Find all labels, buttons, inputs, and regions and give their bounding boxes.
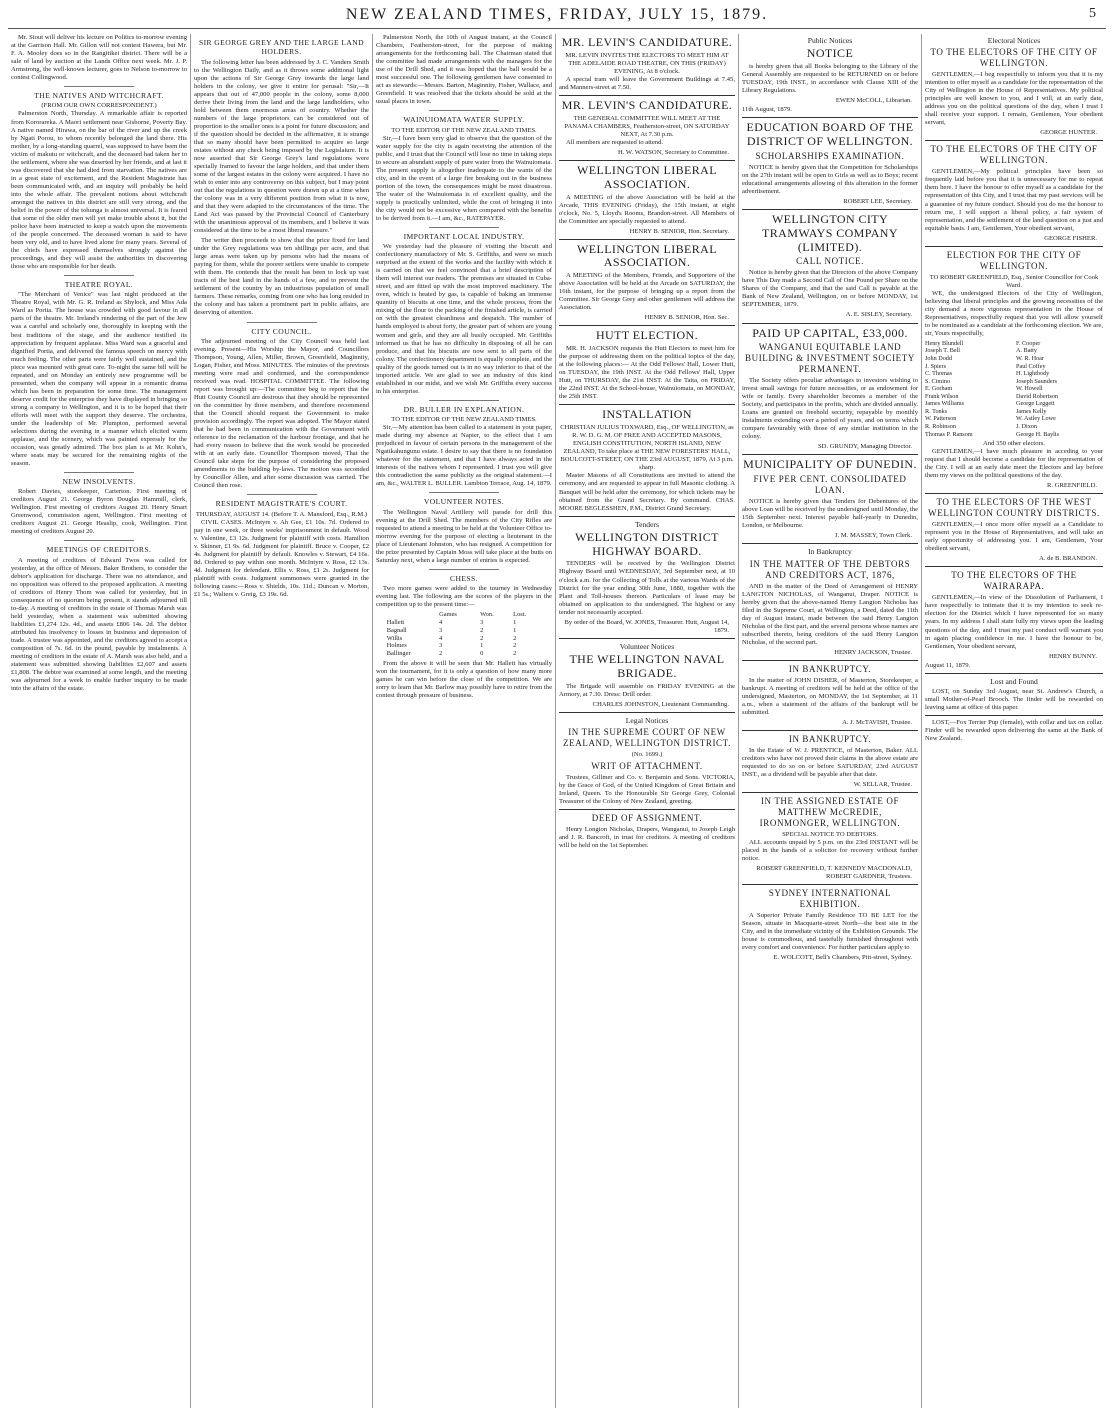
- table-cell: Willis: [386, 634, 403, 642]
- column-6: [921, 34, 1106, 1408]
- ad-signature: H. W. WATSON, Secretary to Committee.: [617, 148, 729, 156]
- masthead-rule: [8, 28, 1106, 29]
- article-body: The writer then proceeds to show that the price fixed for land under the Grey regulations was ten shillings per acre, and that large areas were taken up by persons who had the means of paying for them, while the poorer settlers were unable to compete with them. He contends that the result has been to lock up vast tracts of the best land in the hands of a few, and to prevent the settlement of the country by an industrious population of small farmers. These remarks, coming from one who has long resided in the colony and has taken a prominent part in public affairs, are deserving of attention.: [194, 237, 369, 317]
- ad-signature: ROBERT LEE, Secretary.: [843, 197, 912, 205]
- signatory-name: J. Spiers: [925, 362, 946, 370]
- section-heading: Legal Notices: [625, 715, 669, 725]
- ad-title: ELECTION FOR THE CITY OF WELLINGTON.: [946, 249, 1082, 271]
- ad-divider: [559, 516, 735, 517]
- article-subheading: THURSDAY, AUGUST 14. (Before T. A. Mansford, Esq., R.M.): [195, 510, 368, 518]
- table-header-row: [385, 611, 543, 619]
- ad-divider: [925, 140, 1103, 141]
- ad-title: IN THE MATTER OF THE DEBTORS AND CREDITORS ACT, 1876,: [749, 558, 911, 580]
- signatory-name: Joseph Saunders: [1016, 377, 1058, 385]
- ad-body: In the Estate of W. J. PRENTICE, of Masterton, Baker. ALL creditors who have not proved their claims in the above estate are requested to do so on or before SATURDAY, 23rd AUGUST INST., as a dividend will be payable after that date.: [742, 746, 918, 779]
- ad-divider: [559, 239, 735, 240]
- table-row: [385, 642, 543, 650]
- divider: [64, 472, 134, 473]
- table-cell: 3: [439, 642, 443, 650]
- article-heading: SIR GEORGE GREY AND THE LARGE LAND HOLDERS.: [198, 38, 365, 57]
- signatory-name: W. R. Hoar: [1016, 354, 1044, 362]
- article-body: "The Merchant of Venice" was last night produced at the Theatre Royal, with Mr. G. R. Ireland as Shylock, and Miss Ada Ward as Portia. The house was crowded with good favour in all parts of the theatre. Mr. Ireland's rendering of the part of the Jew was a careful and scholarly one, thoroughly in keeping with the best traditions of the stage, and the audience testified its appreciation by frequent applause. Miss Ward was a graceful and dignified Portia, and delivered the famous speech on mercy with much feeling. The other parts were fairly well sustained, and the piece was mounted with great care. To-night the same bill will be repeated, and on Monday an entirely new programme will be presented, when the company will appear in a romantic drama which has been in preparation for some time. The management deserve credit for the enterprise they have displayed in bringing so strong a company to Wellington, and it is to be hoped that their efforts will meet with the support they deserve. The orchestra, under the leadership of Mr. Plumpton, performed several selections during the evening in a manner which elicited warm applause, and the scenery, which was painted expressly for the occasion, was greatly admired. The box plan is at Mr. Kohn's, where seats may be secured for the remaining nights of the season.: [11, 291, 187, 467]
- ad-title: TO THE ELECTORS OF THE CITY OF WELLINGTON.: [930, 47, 1098, 69]
- ad-signature: W. SELLAR, Trustee.: [853, 781, 912, 789]
- ad-title: SYDNEY INTERNATIONAL EXHIBITION.: [768, 888, 892, 910]
- article-body: Palmerston North, the 10th of August instant, at the Council Chambers, Featherston-street, for the purpose of making arrangements for the forthcoming ball. The Chairman stated that the committee had made arrangements with the managers for the use of the Drill Shed, and it was hoped that the ball would be a most successful one. The following gentlemen have consented to act as stewards:—Messrs. Barton, Maginnity, Fisher, Wallace, and Greenfield. It was resolved that the tickets should be sold at the usual places in town.: [376, 34, 552, 106]
- article-body: Two more games were added to the tourney in Wednesday evening last. The following are the scores of the players in the competition up to the present time:—: [376, 585, 552, 609]
- article-body: From the above it will be seen that Mr. Hallett has virtually won the tournament, for it is only a question of how many more games he can win before the close of the competition. We are sorry to learn that Mr. Barlow may possibly have to retire from the contest through pressure of business.: [376, 659, 552, 700]
- ad-body: GENTLEMEN,—I have much pleasure in acceding to your request that I should become a candidate for the representation of the City. I will at an early date meet the Electors and lay before them my views on the political questions of the day.: [925, 448, 1103, 480]
- ad-note: Master Masons of all Constitutions are invited to attend the ceremony, and are requested to appear in full Masonic clothing. A Banquet will be held after the ceremony, for which tickets may be obtained from the Grand Secretary. By command. CHAS. MOORE BEGLESSHEN, P.M., District Grand Secretary.: [559, 472, 735, 512]
- ad-divider: [925, 715, 1103, 716]
- signatory-name: Frank Wilson: [925, 392, 959, 400]
- ad-signature: J. M. MASSEY, Town Clerk.: [835, 532, 912, 540]
- article-body: The adjourned meeting of the City Council was held last evening. Present—His Worship the Mayor, and Councillors Thompson, Young, Allen, Miller, Brown, Greenfield, Maginnity, Logan, Fisher, and Moss. MINUTES. The minutes of the previous meeting were read and confirmed, and the correspondence received was read. HOSPITAL COMMITTEE. The following report was brought up:—The committee beg to report that the Hutt County Council are desirous that they should be represented on the committee by three members, and therefore recommend that the Council should request the Government to make provision accordingly. The report was adopted. The Mayor stated that he had been in communication with the Government with reference to the reclamation of the harbour frontage, and that he had every reason to believe that the work would be proceeded with at an early date. Councillor Thompson moved, That the Council take steps for the purpose of considering the proposed amendments to the building by-laws. The motion was seconded by Councillor Allen, and after some discussion was carried. The Council then rose.: [194, 337, 369, 490]
- table-cell: Bagnall: [386, 626, 407, 634]
- signatory-list: [925, 340, 1103, 438]
- ad-body: In the matter of JOHN DISHER, of Masterton, Storekeeper, a bankrupt. A meeting of creditors will be held at the office of the undersigned, Masterton, on MONDAY, the 1st September, at 11 a.m., when a statement of the affairs of the bankrupt will be submitted.: [742, 676, 918, 716]
- article-heading: DR. BULLER IN EXPLANATION.: [403, 404, 525, 414]
- article-body: The Wellington Naval Artillery will parade for drill this evening at the Drill Shed. The members of the City Rifles are requested to attend a meeting to be held at the Volunteer Office to-morrow evening for the purpose of electing a lieutenant in the place of Lieutenant Johnston, who has resigned. A competition for the prize presented by Captain Moss will take place at the butts on Saturday next, when a large number of entries is expected.: [376, 508, 552, 564]
- ad-note: All members are requested to attend.: [566, 138, 664, 146]
- table-cell: 3: [480, 618, 484, 626]
- signatory-name: W. Patterson: [925, 415, 957, 423]
- section-heading: Volunteer Notices: [619, 641, 675, 651]
- ad-title: WELLINGTON CITY TRAMWAYS COMPANY (LIMITED).: [762, 211, 898, 254]
- divider: [247, 494, 317, 495]
- divider: [247, 322, 317, 323]
- ad-subtitle: (No. 1699.): [631, 750, 663, 758]
- ad-date: 11th August, 1879.: [742, 106, 792, 114]
- ad-title: EDUCATION BOARD OF THE DISTRICT OF WELLINGTON.: [746, 120, 914, 149]
- table-row: [385, 627, 543, 635]
- signatory-name: A. Batty: [1016, 347, 1037, 355]
- divider: [64, 86, 134, 87]
- table-header-cell: Won.: [480, 611, 494, 619]
- signatory-name: George Leggett: [1016, 400, 1055, 408]
- ad-divider: [742, 884, 918, 885]
- article-body: Sir,—My attention has been called to a statement in your paper, made during my absence at Napier, to the effect that I am prejudiced in favour of certain persons in the management of the Ngatikahungunu estate. I desire to say that there is no foundation whatever for the statement, and that I have always acted in the interests of the natives whom I represented. I trust you will give this contradiction the same publicity as the original statement.—I am, &c., WALTER L. BULLER. Lambton Terrace, Aug. 14, 1879.: [376, 424, 552, 488]
- news-paragraph: Mr. Stout will deliver his lecture on Politics to-morrow evening at the Garrison Hall. Mr. Gillon will not contest Hawera, but Mr. F. A. Mooley does so in the Rangitikei district. There will be a sale of land by auction at the Lands Office next week. Mr. J. P. Armstrong, the well-known lecturer, goes to Nelson to-morrow to contest Collingwood.: [11, 34, 187, 82]
- signatory-name: W. Howell: [1016, 385, 1043, 393]
- chess-score-table: [385, 611, 543, 658]
- ad-body: The Society offers peculiar advantages to investors wishing to invest small savings for future necessities, or as endowment for wife or family. Every shareholder becomes a member of the Society, and participates in the profits, which are divided annually. Loans are granted on freehold security, repayable by monthly instalments extending over a period of years, and on terms which compare favourably with those of any similar institution in the colony.: [742, 377, 918, 441]
- ad-body: NOTICE is hereby given that the Competition for Scholarships on the 27th instant will be open to Girls as well as to Boys; recent educational arrangements allowing of this alteration in the former advertisement.: [742, 163, 918, 195]
- table-row: [385, 635, 543, 643]
- ad-body: is hereby given that all Books belonging to the Library of the General Assembly are requested to be RETURNED on or before TUESDAY, 19th INST., in accordance with Clause XIII of the Library Regulations.: [742, 63, 918, 95]
- table-cell: 2: [439, 650, 443, 658]
- ad-title: IN BANKRUPTCY.: [788, 663, 872, 674]
- signatory-name: James Kelly: [1016, 407, 1047, 415]
- signatory-name: Paul Coffey: [1016, 362, 1046, 370]
- ad-signature: EWEN McCOLL, Librarian.: [835, 97, 912, 105]
- table-cell: 2: [513, 650, 517, 658]
- ad-title: NOTICE: [806, 46, 854, 61]
- page-columns: [8, 34, 1106, 1408]
- table-cell: 4: [439, 618, 443, 626]
- ad-signature: ROBERT GREENFIELD, T. KENNEDY MACDONALD, ROBERT GARDNER, Trustees.: [756, 865, 912, 881]
- ad-divider: [742, 209, 918, 210]
- ad-divider: [742, 117, 918, 118]
- ad-body: Notice is hereby given that the Directors of the above Company have This Day made a Second Call of One Pound per Share on the Shares of the Company, and that the said Call is payable at the Bank of New Zealand, Wellington, on or before MONDAY, 1st SEPTEMBER, 1879.: [742, 269, 918, 309]
- ad-signature: GEORGE HUNTER.: [1040, 129, 1097, 137]
- ad-body: TENDERS will be received by the Wellington District Highway Board until WEDNESDAY, 3rd September next, at 10 o'clock a.m. for the Collecting of Tolls at the various Wards of the District for the year ending 30th June, 1880, together with the Plant and Toll-houses thereon. Particulars of lease may be obtained on application to the undersigned. The highest or any tender not necessarily accepted.: [559, 560, 735, 616]
- ad-title: IN THE ASSIGNED ESTATE OF MATTHEW McCREDIE, IRONMONGER, WELLINGTON.: [759, 796, 901, 829]
- ad-divider: [742, 730, 918, 731]
- ad-title: THE WELLINGTON NAVAL BRIGADE.: [569, 651, 725, 680]
- column-5: [738, 34, 921, 1408]
- ad-title: WELLINGTON DISTRICT HIGHWAY BOARD.: [575, 529, 719, 558]
- ad-divider: [559, 712, 735, 713]
- signatory-name: J. Dixon: [1016, 423, 1037, 431]
- ad-divider: [925, 673, 1103, 674]
- ad-signature: A. E. SISLEY, Secretary.: [845, 311, 912, 319]
- section-heading: Tenders: [635, 519, 659, 529]
- divider: [429, 569, 499, 570]
- table-cell: 2: [513, 634, 517, 642]
- signatory-name: David Robertson: [1016, 392, 1059, 400]
- ad-divider: [559, 404, 735, 405]
- ad-body: The Brigade will assemble on FRIDAY EVENING at the Armory, at 7.30. Dress: Drill order.: [559, 682, 735, 698]
- article-body: CIVIL CASES. McIntyre v. Ah Gee, £1 10s. 7d. Ordered to pay in one week, or three weeks' imprisonment in default. Wood v. Valentine, £3 12s. Judgment for plaintiff with costs. Hamilton v. Skinner, £1 9s. 6d. Judgment for plaintiff. Bruce v. Cooper, £2 4s. Judgment for plaintiff by default. Knowles v. Stewart, £4 16s. 8d. Ordered to pay within one month. McIntyre v. Ross, £2 13s. 4d. Judgment for defendant. Ellis v. Ross, £1 2s. Judgment for plaintiff with costs. Judgment summonses were granted in the following cases:—Ross v. Shields, 10s. 11d.; Duncan v. Morton, £1 5s.; Walters v. Greig, £3 19s. 6d.: [194, 518, 369, 598]
- table-cell: 2: [480, 634, 484, 642]
- ad-signature: SD. GRUNDY, Managing Director.: [817, 443, 912, 451]
- divider: [429, 492, 499, 493]
- classified-ad: LOST,—Fox Terrier Pup (female), with collar and tax on collar. Finder will be rewarded upon delivering the same at the Bank of New Zealand.: [925, 719, 1103, 743]
- ad-divider: [559, 95, 735, 96]
- signatory-name: R. Tonks: [925, 407, 948, 415]
- section-heading: In Bankruptcy: [808, 547, 852, 557]
- ad-signature: HENRY B. SENIOR, Hon. Sec.: [644, 314, 729, 322]
- ad-signature: A. J. McTAVISH, Trustee.: [842, 718, 912, 726]
- table-cell: 1: [480, 642, 484, 650]
- signatory-name: S. Cimino: [925, 377, 951, 385]
- ad-subtitle: TO ROBERT GREENFIELD, Esq., Senior Councillor for Cook Ward.: [929, 273, 1099, 289]
- ad-divider: [742, 792, 918, 793]
- ad-signature: E. WOLCOTT, Bell's Chambers, Pitt-street, Sydney.: [773, 954, 912, 962]
- table-row: [385, 619, 543, 627]
- ad-subtitle: SPECIAL NOTICE TO DEBTORS.: [782, 831, 878, 839]
- masthead: [0, 0, 1114, 30]
- ad-subtitle: SCHOLARSHIPS EXAMINATION.: [755, 150, 905, 161]
- column-4: [555, 34, 738, 1408]
- article-heading: WAINUIOMATA WATER SUPPLY.: [403, 115, 525, 125]
- ad-subtitle: CALL NOTICE.: [796, 256, 864, 267]
- divider: [429, 227, 499, 228]
- ad-body: THE GENERAL COMMITTEE WILL MEET AT THE PANAMA CHAMBERS, Featherston-street, ON SATURDAY NEXT, At 7.30 p.m.: [564, 114, 730, 138]
- ad-title: IN BANKRUPTCY.: [788, 734, 872, 744]
- ad-divider: [742, 660, 918, 661]
- table-cell: Holmes: [386, 642, 407, 650]
- article-body: Robert Davies, storekeeper, Carterton. First meeting of creditors August 21. George Byron Douglas Hammill, clerk, Wellington. First meeting of creditors August 20. Henry Smart Greenwood, commission agent, Wellington. First meeting of creditors August 21. George Heaslip, cook, Wellington. First meeting of creditors August 20.: [11, 488, 187, 536]
- table-cell: 1: [513, 618, 517, 626]
- ad-divider: [742, 323, 918, 324]
- divider: [429, 400, 499, 401]
- signatory-count: And 350 other electors.: [983, 440, 1045, 448]
- ad-body: A MEETING of the Members, Friends, and Supporters of the above Association will be held at the Arcade on SATURDAY, the 16th instant, for the purpose of bringing up a report from the Committee. Sir George Grey and other gentlemen will address the Association.: [559, 272, 735, 312]
- column-1: [8, 34, 190, 1408]
- section-heading: Electoral Notices: [987, 36, 1041, 45]
- ad-body: A MEETING of the above Association will be held at the Arcade, THIS EVENING (Friday), the 15th instant, at eight o'clock, No. 5, Lloyd's Rooms, Brandon-street. All Members of the Committee are specially requested to attend.: [559, 193, 735, 225]
- article-heading: CITY COUNCIL.: [251, 326, 312, 336]
- ad-divider: [559, 638, 735, 639]
- table-cell: 0: [480, 650, 484, 658]
- ad-title: MR. LEVIN'S CANDIDATURE.: [561, 35, 733, 49]
- ad-body: WE, the undersigned Electors of the City of Wellington, believing that liberal principles and the growing necessities of the city demand a more vigorous representation in the House of Representatives, respectfully request that you will allow yourself to be nominated as a candidate at the forthcoming election. We are, sir, Yours respectfully,: [925, 289, 1103, 337]
- table-cell: 2: [513, 642, 517, 650]
- ad-divider: [742, 543, 918, 544]
- signatory-name: Henry Blundell: [925, 339, 964, 347]
- divider: [64, 540, 134, 541]
- table-cell: 1: [513, 626, 517, 634]
- classified-ad: LOST, on Sunday 3rd August, near St. Andrew's Church, a small Mother-of-Pearl Brooch. The finder will be rewarded on leaving same at office of this paper.: [925, 687, 1103, 711]
- ad-subtitle: WANGANUI EQUITABLE LAND BUILDING & INVESTMENT SOCIETY PERMANENT.: [745, 342, 915, 375]
- ad-divider: [559, 160, 735, 161]
- page-number: 5: [1089, 6, 1096, 21]
- ad-title: PAID UP CAPITAL, £33,000.: [752, 325, 908, 340]
- ad-body: A Superior Private Family Residence TO BE LET for the Season, situate in Macquarie-street North—the best site in the City, and in the immediate vicinity of the Exhibition Grounds. The house is commodious, and tastefully furnished throughout with every comfort and convenience. For further particulars apply to: [742, 912, 918, 952]
- ad-body: CHRISTIAN JULIUS TOXWARD, Esq., OF WELLINGTON, as R. W. D. G. M. OF FREE AND ACCEPTED MASONS, ENGLISH CONSTITUTION, NORTH ISLAND, NEW ZEALAND, To take place at THE NEW FORESTERS' HALL, BOULCOTT-STREET, ON THE 23rd AUGUST, 1879, At 3 p.m. sharp.: [560, 424, 734, 472]
- table-cell: 3: [439, 626, 443, 634]
- article-heading: NEW INSOLVENTS.: [62, 477, 136, 487]
- ad-divider: [559, 325, 735, 326]
- ad-signature: A. de B. BRANDON.: [1039, 555, 1097, 563]
- column-3: [372, 34, 555, 1408]
- ad-title: DEED OF ASSIGNMENT.: [591, 812, 703, 823]
- article-heading: THEATRE ROYAL.: [64, 280, 134, 290]
- signatory-name: C. Thomas: [925, 370, 953, 378]
- ad-signature: By order of the Board, W. JONES, Treasurer. Hutt, August 14, 1879.: [564, 618, 729, 634]
- ad-title: INSTALLATION: [602, 407, 692, 422]
- ad-title: TO THE ELECTORS OF THE CITY OF WELLINGTON.: [930, 144, 1098, 166]
- article-subheading: TO THE EDITOR OF THE NEW ZEALAND TIMES.: [391, 126, 537, 134]
- signatory-name: H. Lightbody: [1016, 370, 1050, 378]
- table-cell: Ballinger: [386, 650, 411, 658]
- section-heading: Public Notices: [807, 36, 853, 45]
- ad-subtitle: FIVE PER CENT. CONSOLIDATED LOAN.: [753, 474, 907, 496]
- article-body: The following letter has been addressed by J. C. Vanders Smith to the Wellington Daily, and as it throws some additional light upon the actions of Sir George Grey towards the large land holders in the colony, we give it entire for perusal: "Sir,—It appears that out of 47,000 people in the colony, some 8,000 derive their living from the land and the large landholders, who hold between them enormous areas of country. Whether the numbers of the large proprietors can be considered out of proportion to the smaller ones is a point for future discussion; and if the question should be decided in the affirmative, it is strange that so many should have been permitted to acquire so large estates without any check being imposed by the Legislature. It is now asserted that Sir George Grey's land regulations were specially framed to favour the large holders, and that under them some of the largest estates in the colony were acquired. I have no wish to enter into any controversy on this subject, but I may point out that the regulations in question were drawn up at a time when the colony was in a very different position from what it is now, and that they were adapted to the circumstances of the time. The Land Act was passed by the Provincial Council of Canterbury with the unanimous approval of its members, and I believe it was considered at the time to be a most liberal measure.": [194, 58, 369, 235]
- article-heading: MEETINGS OF CREDITORS.: [46, 545, 152, 555]
- ad-body: Trustees, Gillmer and Co. v. Benjamin and Sons. VICTORIA, by the Grace of God, of the United Kingdom of Great Britain and Ireland, Queen. To the Honourable Sir George Grey, Colonial Treasurer of the Colony of New Zealand, greeting.: [559, 773, 735, 805]
- signatory-name: Joseph T. Bell: [925, 347, 961, 355]
- article-body: Sir,—I have been very glad to observe that the question of the water supply for the city is again receiving the attention of the public, and I trust that the Council will lose no time in taking steps to secure an abundant supply of pure water from the Wainuiomata. The present supply is altogether inadequate to the wants of the city, and in the event of a large fire breaking out in the business portion of the town, the consequences might be most disastrous. The water of the Wainuiomata is of excellent quality, and the supply is practically unlimited, while the cost of bringing it into the city would not be excessive when compared with the benefits to be derived from it.—I am, &c., RATEPAYER.: [376, 134, 552, 222]
- article-heading: RESIDENT MAGISTRATE'S COURT.: [215, 499, 348, 509]
- ad-body: GENTLEMEN,—I once more offer myself as a Candidate to represent you in the House of Representatives, and will take an early opportunity of addressing you. I am, Gentlemen, Your obedient servant,: [925, 521, 1103, 553]
- ad-signature: R. GREENFIELD.: [1046, 482, 1097, 490]
- article-body: We yesterday had the pleasure of visiting the biscuit and confectionery manufactory of Mr. S. Griffiths, and were so much surprised at the extent of the works and the facility with which it is carried on that we feel convinced that a brief description of them will interest our readers. The premises are situated in Cuba-street, and are fitted up with the most improved machinery. The oven, which is heated by gas, is capable of baking an immense quantity of biscuits at one time, and the whole process, from the mixing of the flour to the packing of the finished article, is carried on with the greatest cleanliness and despatch. The number of hands employed is about forty, the greater part of whom are young women and girls, and they are all busily occupied. Mr. Griffiths informed us that he has no difficulty in disposing of all he can produce, and that his biscuits are now sent to all parts of the colony. The confectionery department is equally complete, and the quality of the goods turned out is in no way inferior to that of the imported article. We are glad to see an industry of this kind established in our midst, and we wish Mr. Griffiths every success in his enterprise.: [376, 243, 552, 395]
- article-heading: THE NATIVES AND WITCHCRAFT.: [34, 91, 164, 101]
- ad-title: TO THE ELECTORS OF THE WAIRARAPA.: [951, 570, 1077, 592]
- ad-body: MR. LEVIN INVITES THE ELECTORS TO MEET HIM AT THE ADELAIDE ROAD THEATRE, ON THIS (FRIDAY) EVENING, At 8 o'clock.: [565, 51, 729, 75]
- ad-divider: [559, 809, 735, 810]
- ad-body: GENTLEMEN,—I beg respectfully to inform you that it is my intention to offer myself as a candidate for the representation of the City of Wellington in the House of Representatives. My political principles are well known to you, and I will, at an early date, address you on the political questions of the day, when I trust I shall receive your support. I remain, Gentlemen, Your obedient servant,: [925, 71, 1103, 127]
- table-header-cell: Games: [439, 611, 457, 619]
- section-heading: Lost and Found: [990, 676, 1038, 686]
- ad-body: GENTLEMEN,—In view of the Dissolution of Parliament, I have respectfully to intimate that it is my intention to seek re-election for the District which I have represented for so many years. In my address I shall state fully my views upon the leading questions of the day, and I trust my past conduct will warrant you in again placing confidence in me. I have the honour to be, Gentlemen, Your obedient servant,: [925, 594, 1103, 650]
- ad-signature: HENRY JACKSON, Trustee.: [834, 648, 912, 656]
- ad-signature: CHARLES JOHNSTON, Lieutenant Commanding.: [592, 700, 729, 708]
- ad-signature: HENRY B. SENIOR, Hon. Secretary.: [629, 227, 729, 235]
- ad-title: HUTT ELECTION.: [595, 328, 699, 343]
- ad-divider: [925, 493, 1103, 494]
- ad-divider: [925, 246, 1103, 247]
- article-heading: CHESS.: [450, 573, 478, 583]
- ad-title: MUNICIPALITY OF DUNEDIN.: [743, 457, 917, 472]
- table-row: [385, 650, 543, 658]
- article-body: A meeting of creditors of Edward Twos was called for yesterday, at the office of Messrs. Baker Brothers, to consider the debtor's application for discharge. There was no attendance, and no opposition was offered to the proposed application. A meeting of creditors of Henry Thom was called for yesterday, but in consequence of no quorum being present, it stands adjourned till to-day. A meeting of creditors in the estate of Thomas Marsh was held yesterday, when a statement was submitted showing liabilities £1,274 12s. 4d., and assets £806 14s. 2d. The debtor attributed his insolvency to losses in business and depression of trade. A trustee was appointed, and the creditors agreed to accept a composition of 7s. 6d. in the pound, payable by instalments. A meeting of creditors in the estate of A. Marsh was also held, and a statement was submitted showing liabilities £2,607 and assets £1,808. The debtor was examined at some length, and the meeting was adjourned for a week to enable further inquiry to be made into the affairs of the estate.: [11, 556, 187, 693]
- ad-body: Henry Longton Nicholas, Drapers, Wanganui, to Joseph Leigh and J. R. Bancroft, in trust for creditors. A meeting of creditors will be held on the 1st September.: [559, 825, 735, 849]
- signatory-name: Thomas P. Ransom: [925, 430, 973, 438]
- ad-divider: [742, 454, 918, 455]
- ad-divider: [925, 566, 1103, 567]
- ad-title: TO THE ELECTORS OF THE WEST WELLINGTON COUNTRY DISTRICTS.: [928, 497, 1100, 519]
- article-subheading: TO THE EDITOR OF THE NEW ZEALAND TIMES.: [391, 416, 537, 423]
- ad-body: GENTLEMEN,—My political principles have been so frequently laid before you that it is unnecessary for me to repeat them here. I have the honour to offer myself as a candidate for the representation of this City, and I trust that my past services will be a guarantee of my future conduct. Should you do me the honour to return me, I will support a liberal policy, a fair system of representation, and the settlement of the land question on a just and equitable basis. I am, Gentlemen, Your obedient servant,: [925, 168, 1103, 232]
- ad-subtitle: WRIT OF ATTACHMENT.: [591, 760, 703, 771]
- article-heading: VOLUNTEER NOTES.: [423, 497, 505, 507]
- signatory-name: F. Cooper: [1016, 339, 1041, 347]
- ad-signature: GEORGE FISHER.: [1044, 234, 1097, 242]
- ad-note: A special tram will leave the Government Buildings at 7.45, and Manners-street at 7.50.: [559, 75, 735, 91]
- article-subheading: (FROM OUR OWN CORRESPONDENT.): [41, 102, 157, 110]
- table-cell: 4: [439, 634, 443, 642]
- signatory-name: R. Robinson: [925, 423, 956, 431]
- table-header-cell: Lost.: [513, 611, 527, 619]
- divider: [64, 275, 134, 276]
- ad-body: ALL accounts unpaid by 5 p.m. on the 23rd INSTANT will be placed in the hands of a solicitor for recovery without further notice.: [742, 839, 918, 863]
- table-header-cell: [385, 611, 437, 619]
- newspaper-title: NEW ZEALAND TIMES, FRIDAY, JULY 15, 1879.: [345, 6, 769, 23]
- ad-title: IN THE SUPREME COURT OF NEW ZEALAND, WELLINGTON DISTRICT.: [563, 726, 731, 748]
- ad-title: WELLINGTON LIBERAL ASSOCIATION.: [577, 162, 717, 191]
- ad-title: WELLINGTON LIBERAL ASSOCIATION.: [577, 241, 717, 270]
- signatory-name: John Dodd: [925, 354, 952, 362]
- signatory-name: George H. Baylis: [1016, 430, 1060, 438]
- ad-body: AND in the matter of the Deed of Arrangement of HENRY LANGTON NICHOLAS, of Wanganui, Draper. NOTICE is hereby given that the above-named Henry Langton Nicholas has filed in the Supreme Court, at Wellington, a Deed, dated the 11th day of August instant, made between the said Henry Langton Nicholas of the first part, and the several persons whose names are subscribed thereto, being creditors of the said Henry Langton Nicholas, of the second part.: [742, 582, 918, 646]
- ad-body: NOTICE is hereby given that Tenders for Debentures of the above Loan will be received by the undersigned until Monday, the 15th September next. Interest payable half-yearly in Dunedin, London, or Melbourne.: [742, 498, 918, 530]
- signatory-name: W. Astley Lowe: [1016, 415, 1056, 423]
- table-cell: 2: [480, 626, 484, 634]
- ad-title: MR. LEVIN'S CANDIDATURE.: [561, 97, 733, 112]
- column-2: [190, 34, 372, 1408]
- signatory-name: E. Gorham: [925, 385, 953, 393]
- signatory-name: James Williams: [925, 400, 964, 408]
- article-body: Palmerston North, Thursday. A remarkable affair is reported from Kororareka. A Maori settlement near Gisborne, Poverty Bay. A native named Hirawa, on the bar of the river and up the creek by Ngati Porou, to whom recently belonged the land there. His mother, by a long-standing quarrel, was supposed to have been the victim of makutu or witchcraft, and the deceased had taken her to the settlement, where she was deserted by her friends, and at last it was discovered that she had died from starvation. The natives are in a great state of excitement, and the Resident Magistrate has been communicated with, and an inquiry will probably be held into the whole affair. The prevalent notions about witchcraft amongst the natives in this district are still very strong, and the belief in the power of the tohunga is almost universal. It is feared that some of the older men will yet make trouble about it, but the police have been instructed to keep a watch upon the movements of the people concerned. The deceased woman is said to have been very old, and to have lived alone for many years. Several of the chiefs have expressed themselves strongly against the proceedings, and they will assist the authorities in discovering those who are responsible for her death.: [11, 110, 187, 271]
- divider: [429, 110, 499, 111]
- table-cell: Hallett: [386, 618, 405, 626]
- ad-signature: HENRY BUNNY.: [1049, 652, 1097, 660]
- article-heading: IMPORTANT LOCAL INDUSTRY.: [403, 231, 525, 241]
- ad-date: August 11, 1879.: [925, 661, 971, 669]
- ad-body: MR. H. JACKSON requests the Hutt Electors to meet him for the purpose of addressing them on the political topics of the day, at the following places:— At the Odd Fellows' Hall, Lower Hutt, on TUESDAY, the 19th INST. At the Odd Fellows' Hall, Upper Hutt, on THURSDAY, the 21st INST. At the Taita, on FRIDAY, the 22nd INST. At the School-house, Wainuiomata, on MONDAY, the 25th INST.: [559, 345, 735, 401]
